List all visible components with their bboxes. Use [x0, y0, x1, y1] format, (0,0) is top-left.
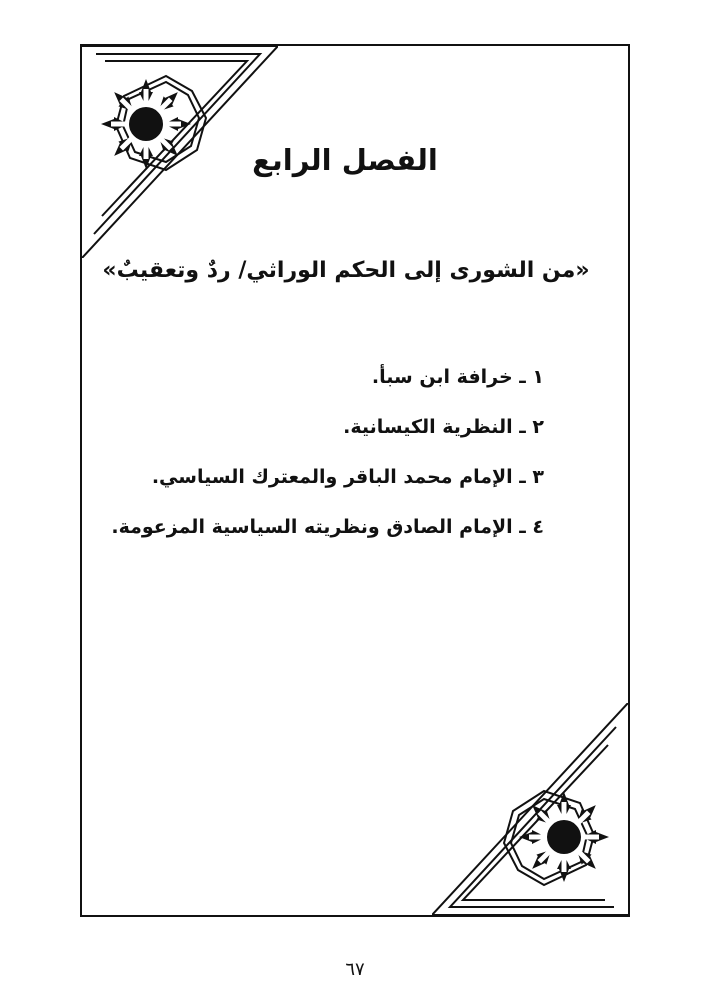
corner-ornament-bottom-right — [432, 703, 628, 915]
page-number: ٦٧ — [345, 959, 365, 980]
contents-item: ١ ـ خرافة ابن سبأ. — [371, 366, 544, 388]
chapter-title: الفصل الرابع — [252, 143, 438, 177]
table-of-contents — [104, 352, 544, 552]
contents-item: ٣ ـ الإمام محمد الباقر والمعترك السياسي. — [151, 466, 544, 488]
chapter-subtitle: «من الشورى إلى الحكم الوراثي/ ردٌ وتعقيبٌ» — [102, 258, 590, 283]
contents-item: ٤ ـ الإمام الصادق ونظريته السياسية المزعومة. — [111, 516, 544, 538]
contents-item: ٢ ـ النظرية الكيسانية. — [343, 416, 544, 438]
